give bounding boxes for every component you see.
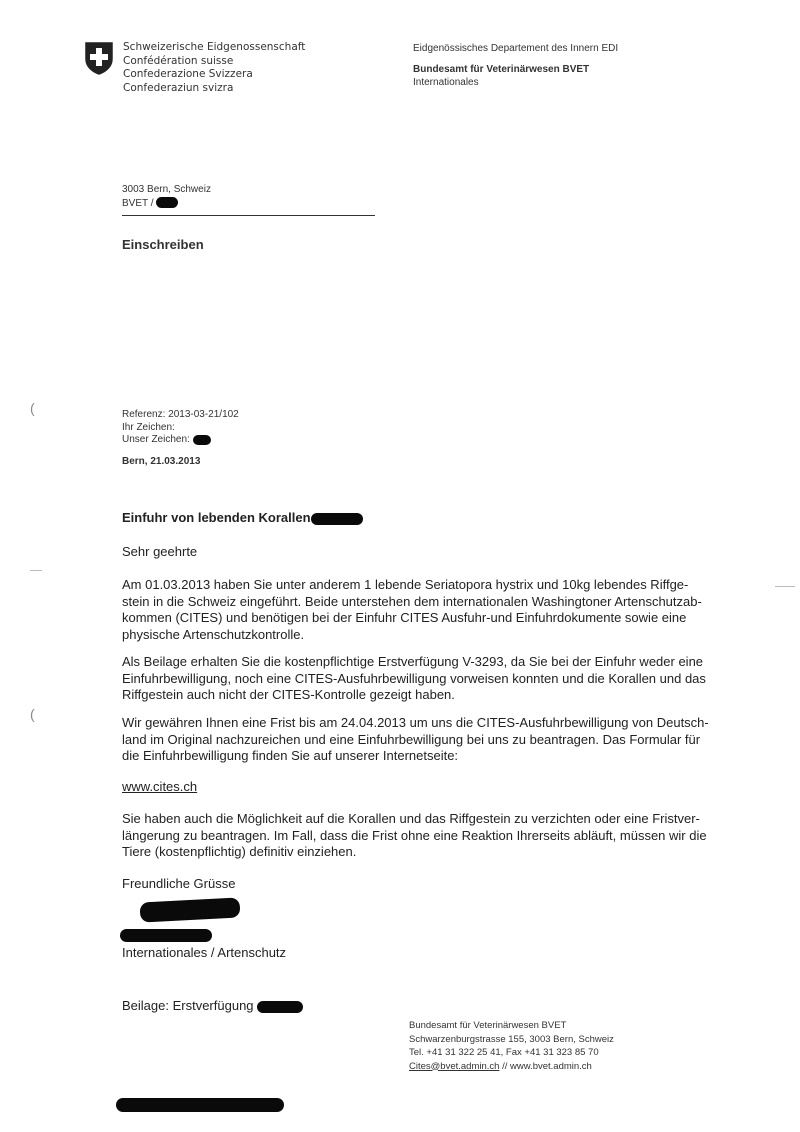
confed-fr: Confédération suisse [123,54,234,67]
letter-subject [122,510,363,525]
department-block [413,42,618,90]
unser-zeichen [122,434,239,447]
sender-line-2 [122,197,211,211]
paragraph-line: physische Artenschutzkontrolle. [122,626,305,642]
paragraph-line: Sie haben auch die Möglichkeit auf die Korallen und das Riffgestein zu verzichten oder eine Fristver- [122,811,700,826]
paragraph-line: die Einfuhrbewilligung finden Sie auf unserer Internetseite: [122,748,459,763]
footer-phone: Tel. +41 31 322 25 41, Fax +41 31 323 85 70 [409,1047,599,1058]
bottom-redaction [116,1098,284,1112]
footer-street: Schwarzenburgstrasse 155, 3003 Bern, Schweiz [409,1033,614,1045]
footer-office: Bundesamt für Veterinärwesen BVET [409,1020,567,1031]
scan-mark: ( [30,400,35,416]
paragraph-line: Am 01.03.2013 haben Sie unter anderem 1 lebende Seriatopora hystrix und 10kg lebendes Riffge- [122,577,689,592]
sender-line-1: 3003 Bern, Schweiz [122,184,211,195]
sender-line-2-text: BVET / [122,197,154,209]
referenz: Referenz: 2013-03-21/102 [122,409,239,420]
delivery-type: Einschreiben [122,237,204,252]
paragraph-line: stein in die Schweiz eingeführt. Beide unterstehen dem internationalen Washingtoner Artenschutzab- [122,593,702,609]
redaction-mark [193,435,211,445]
paragraph-line: Tiere (kostenpflichtig) definitiv einziehen. [122,844,357,859]
salutation: Sehr geehrte [122,544,198,559]
paragraph-2 [122,654,742,704]
redaction-mark [257,1001,303,1013]
footer-email-link[interactable]: Cites@bvet.admin.ch [409,1060,500,1072]
swiss-cross-crest-icon [84,41,114,75]
enclosure [122,998,303,1013]
cites-website-link[interactable]: www.cites.ch [122,779,198,794]
paragraph-3 [122,715,742,765]
sender-address [122,183,211,210]
paragraph-line: Als Beilage erhalten Sie die kostenpflichtige Erstverfügung V-3293, da Sie bei der Einfuhr weder eine [122,654,704,669]
reference-block [122,409,239,447]
signature-department: Internationales / Artenschutz [122,945,287,960]
signature-redaction [140,897,241,922]
confed-it: Confederazione Svizzera [123,68,253,80]
confederation-names [123,41,305,95]
fold-mark [30,570,42,571]
paragraph-line: kommen (CITES) und benötigen bei der Einfuhr CITES Ausfuhr-und Einfuhrdokumente sowie eine [122,610,687,625]
name-redaction [120,929,212,942]
footer-separator: // [499,1060,510,1072]
redaction-mark [311,513,363,525]
paragraph-4 [122,811,742,861]
fold-mark [775,586,795,587]
enclosure-text: Beilage: Erstverfügung [122,998,254,1013]
unit-name: Internationales [413,77,479,88]
confed-rm: Confederaziun svizra [123,81,234,94]
scan-mark: ( [30,706,35,722]
paragraph-1 [122,577,742,643]
department-name: Eidgenössisches Departement des Innern EDI [413,43,619,54]
paragraph-line: land im Original nachzureichen und eine Einfuhrbewilligung bei uns zu beantragen. Das Formular für [122,731,701,747]
unser-zeichen-text: Unser Zeichen: [122,434,190,446]
confed-de: Schweizerische Eidgenossenschaft [123,41,306,53]
footer-web-link[interactable]: www.bvet.admin.ch [510,1060,592,1072]
paragraph-line: längerung zu beantragen. Im Fall, dass die Frist ohne eine Reaktion Ihrerseits abläuft, müssen wir die [122,827,707,843]
ihr-zeichen: Ihr Zeichen: [122,421,175,433]
paragraph-line: Wir gewähren Ihnen eine Frist bis am 24.04.2013 um uns die CITES-Ausfuhrbewilligung von Deutsch- [122,715,709,730]
subject-text: Einfuhr von lebenden Korallen [122,510,311,525]
closing: Freundliche Grüsse [122,876,236,891]
paragraph-line: Riffgestein auch nicht der CITES-Kontrolle gezeigt haben. [122,687,455,702]
footer-address [409,1019,614,1073]
letter-date: Bern, 21.03.2013 [122,456,201,467]
office-name: Bundesamt für Veterinärwesen BVET [413,63,590,75]
footer-contacts [409,1060,614,1074]
redaction-mark [156,197,178,208]
paragraph-line: Einfuhrbewilligung, noch eine CITES-Ausfuhrbewilligung vorweisen konnten und die Korallen und das [122,670,706,686]
address-divider [122,215,375,216]
